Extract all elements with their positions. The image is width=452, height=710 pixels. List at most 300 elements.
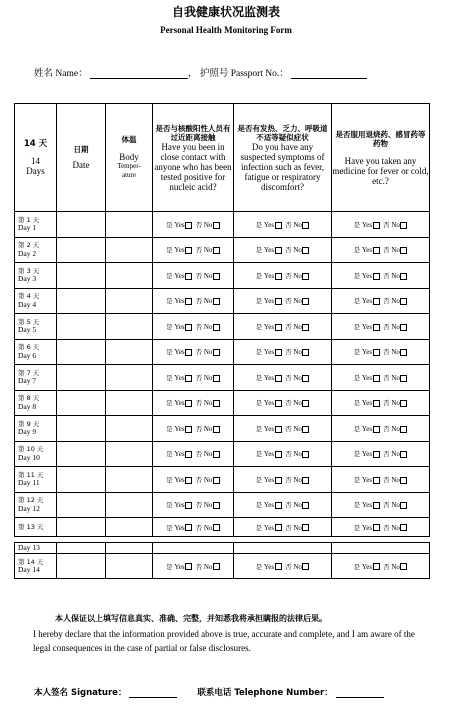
yes-label-cn: 是 xyxy=(353,475,361,484)
day-label: 第 8 天 Day 8 xyxy=(15,390,57,416)
table-row xyxy=(15,441,430,467)
yes-checkbox[interactable] xyxy=(373,222,380,229)
no-checkbox[interactable] xyxy=(302,324,309,331)
no-label-cn: 否 xyxy=(285,501,292,510)
date-cell[interactable] xyxy=(57,314,106,340)
yes-checkbox[interactable] xyxy=(275,324,282,331)
yes-checkbox[interactable] xyxy=(373,349,380,356)
table-row xyxy=(15,518,430,537)
yes-label-cn: 是 xyxy=(353,297,361,306)
yes-checkbox[interactable] xyxy=(275,349,282,356)
yes-label-cn: 是 xyxy=(255,523,263,532)
yes-checkbox[interactable] xyxy=(185,324,192,331)
temperature-cell[interactable] xyxy=(106,212,153,238)
yes-label-cn: 是 xyxy=(353,399,361,408)
date-cell[interactable] xyxy=(57,263,106,289)
yes-label-en: Yes xyxy=(263,523,275,532)
no-checkbox[interactable] xyxy=(213,451,220,458)
yes-checkbox[interactable] xyxy=(275,524,282,531)
yes-label-cn: 是 xyxy=(166,373,173,382)
no-label-en: No xyxy=(203,297,213,306)
yes-checkbox[interactable] xyxy=(185,426,192,433)
no-label-cn: 否 xyxy=(383,475,390,484)
yes-checkbox[interactable] xyxy=(373,375,380,382)
symptoms-option xyxy=(234,492,332,518)
no-label-cn: 否 xyxy=(383,399,390,408)
no-checkbox[interactable] xyxy=(400,451,407,458)
no-checkbox[interactable] xyxy=(213,349,220,356)
no-label-en: No xyxy=(391,424,400,433)
yes-checkbox[interactable] xyxy=(185,375,192,382)
medicine-option xyxy=(332,263,430,289)
yes-label-en: Yes xyxy=(263,562,275,571)
yes-checkbox[interactable] xyxy=(275,477,282,484)
yes-checkbox[interactable] xyxy=(185,477,192,484)
symptoms-option xyxy=(234,339,332,365)
yes-checkbox[interactable] xyxy=(185,349,192,356)
no-label-en: No xyxy=(293,475,302,484)
no-label-en: No xyxy=(293,297,302,306)
symptoms-option xyxy=(234,554,332,579)
no-checkbox[interactable] xyxy=(302,563,309,570)
yes-checkbox[interactable] xyxy=(373,524,380,531)
yes-label-cn: 是 xyxy=(166,271,173,280)
yes-label-cn: 是 xyxy=(353,220,361,229)
no-label-en: No xyxy=(293,501,302,510)
no-label-en: No xyxy=(293,348,302,357)
yes-label-cn: 是 xyxy=(353,246,361,255)
no-label-en: No xyxy=(391,523,400,532)
yes-checkbox[interactable] xyxy=(275,451,282,458)
no-label-cn: 否 xyxy=(195,475,203,484)
passport-label-cn: 护照号 xyxy=(199,68,229,79)
no-checkbox[interactable] xyxy=(400,524,407,531)
declaration-english: I hereby declare that the information provided above is true, accurate and complete, and I am aware of the legal consequences in the case of partial or false disclosures. xyxy=(33,629,415,653)
date-cell[interactable] xyxy=(57,492,106,518)
no-label-cn: 否 xyxy=(195,424,203,433)
no-checkbox[interactable] xyxy=(213,222,220,229)
yes-label-cn: 是 xyxy=(353,373,361,382)
header-date: 日期 Date xyxy=(57,104,106,212)
yes-label-cn: 是 xyxy=(255,562,263,571)
yes-label-cn: 是 xyxy=(255,271,263,280)
medicine-option xyxy=(332,518,430,537)
no-checkbox[interactable] xyxy=(400,349,407,356)
yes-checkbox[interactable] xyxy=(275,247,282,254)
day-label: 第 5 天 Day 5 xyxy=(15,314,57,340)
yes-checkbox[interactable] xyxy=(373,400,380,407)
temperature-cell[interactable] xyxy=(106,441,153,467)
contact-option xyxy=(153,288,234,314)
yes-checkbox[interactable] xyxy=(185,222,192,229)
date-cell[interactable] xyxy=(57,467,106,493)
no-label-cn: 否 xyxy=(195,373,203,382)
no-label-en: No xyxy=(391,399,400,408)
yes-label-en: Yes xyxy=(361,475,373,484)
day-label: 第 3 天 Day 3 xyxy=(15,263,57,289)
medicine-option xyxy=(332,339,430,365)
no-label-en: No xyxy=(203,562,213,571)
yes-label-en: Yes xyxy=(361,399,373,408)
yes-label-cn: 是 xyxy=(166,399,173,408)
yes-label-cn: 是 xyxy=(353,450,361,459)
no-label-cn: 否 xyxy=(383,424,390,433)
no-checkbox[interactable] xyxy=(400,298,407,305)
no-checkbox[interactable] xyxy=(302,298,309,305)
yes-label-en: Yes xyxy=(174,348,185,357)
medicine-option xyxy=(332,441,430,467)
table-row xyxy=(15,492,430,518)
contact-option xyxy=(153,390,234,416)
no-label-en: No xyxy=(391,562,400,571)
yes-label-en: Yes xyxy=(263,297,275,306)
date-cell[interactable] xyxy=(57,416,106,442)
no-label-cn: 否 xyxy=(195,297,203,306)
no-label-en: No xyxy=(203,322,213,331)
no-checkbox[interactable] xyxy=(302,502,309,509)
medicine-option xyxy=(332,212,430,238)
yes-checkbox[interactable] xyxy=(185,563,192,570)
no-checkbox[interactable] xyxy=(302,375,309,382)
no-checkbox[interactable] xyxy=(213,247,220,254)
yes-label-cn: 是 xyxy=(255,220,263,229)
no-label-cn: 否 xyxy=(383,297,390,306)
yes-checkbox[interactable] xyxy=(275,298,282,305)
no-checkbox[interactable] xyxy=(213,400,220,407)
day-label: 第 1 天 Day 1 xyxy=(15,212,57,238)
yes-label-en: Yes xyxy=(174,246,185,255)
yes-checkbox[interactable] xyxy=(185,247,192,254)
no-checkbox[interactable] xyxy=(400,324,407,331)
no-label-en: No xyxy=(391,450,400,459)
no-label-cn: 否 xyxy=(285,322,292,331)
temperature-cell[interactable] xyxy=(106,339,153,365)
yes-label-en: Yes xyxy=(361,373,373,382)
no-label-cn: 否 xyxy=(383,562,390,571)
no-checkbox[interactable] xyxy=(400,400,407,407)
temperature-cell[interactable] xyxy=(106,416,153,442)
no-label-en: No xyxy=(203,348,213,357)
yes-checkbox[interactable] xyxy=(185,273,192,280)
yes-label-cn: 是 xyxy=(353,562,361,571)
no-label-en: No xyxy=(203,523,213,532)
no-label-en: No xyxy=(391,271,400,280)
no-label-cn: 否 xyxy=(285,246,292,255)
date-cell[interactable] xyxy=(57,390,106,416)
no-checkbox[interactable] xyxy=(400,222,407,229)
temperature-cell[interactable] xyxy=(106,237,153,263)
name-passport-line xyxy=(34,65,367,79)
no-label-en: No xyxy=(391,322,400,331)
yes-label-en: Yes xyxy=(263,220,275,229)
phone-blank-field[interactable] xyxy=(336,687,384,698)
date-cell[interactable] xyxy=(57,554,106,579)
no-label-cn: 否 xyxy=(195,348,203,357)
medicine-option xyxy=(332,390,430,416)
yes-checkbox[interactable] xyxy=(275,502,282,509)
yes-label-cn: 是 xyxy=(166,475,173,484)
yes-label-cn: 是 xyxy=(166,424,173,433)
no-label-en: No xyxy=(293,424,302,433)
form-title-chinese: 自我健康状况监测表 xyxy=(171,5,280,19)
day-rows xyxy=(15,212,430,579)
name-blank-field[interactable] xyxy=(90,68,188,79)
yes-label-cn: 是 xyxy=(353,271,361,280)
no-checkbox[interactable] xyxy=(302,273,309,280)
yes-checkbox[interactable] xyxy=(373,426,380,433)
date-cell[interactable] xyxy=(57,288,106,314)
no-label-en: No xyxy=(203,424,213,433)
no-checkbox[interactable] xyxy=(213,375,220,382)
day-label: 第 12 天 Day 12 xyxy=(15,492,57,518)
no-label-en: No xyxy=(391,348,400,357)
yes-checkbox[interactable] xyxy=(185,524,192,531)
no-label-cn: 否 xyxy=(285,450,292,459)
no-checkbox[interactable] xyxy=(302,222,309,229)
yes-label-cn: 是 xyxy=(255,450,263,459)
yes-label-en: Yes xyxy=(174,475,185,484)
header-close-contact: 是否与核酸阳性人员有过近距离接触 Have you been in close contact with anyone who has been tested positive for nucleic acid? xyxy=(153,104,234,212)
no-checkbox[interactable] xyxy=(400,273,407,280)
no-checkbox[interactable] xyxy=(213,324,220,331)
yes-checkbox[interactable] xyxy=(275,400,282,407)
no-checkbox[interactable] xyxy=(400,477,407,484)
yes-label-cn: 是 xyxy=(166,348,173,357)
yes-label-en: Yes xyxy=(263,424,275,433)
passport-label-en: Passport No.： xyxy=(230,69,289,79)
no-checkbox[interactable] xyxy=(213,298,220,305)
yes-label-en: Yes xyxy=(263,373,275,382)
no-label-en: No xyxy=(391,246,400,255)
day-label: 第 4 天 Day 4 xyxy=(15,288,57,314)
no-checkbox[interactable] xyxy=(302,451,309,458)
phone-label: 联系电话 Telephone Number： xyxy=(197,688,333,698)
yes-label-cn: 是 xyxy=(166,501,173,510)
header-symptoms: 是否有发热、乏力、呼吸道不适等疑似症状 Do you have any suspected symptoms of infection such as fever, fatigue or respiratory discomfort? xyxy=(234,104,332,212)
no-label-cn: 否 xyxy=(383,348,390,357)
yes-label-en: Yes xyxy=(174,220,185,229)
yes-checkbox[interactable] xyxy=(373,298,380,305)
no-checkbox[interactable] xyxy=(400,502,407,509)
yes-label-en: Yes xyxy=(174,450,185,459)
form-title-english: Personal Health Monitoring Form xyxy=(160,25,292,35)
yes-label-en: Yes xyxy=(263,271,275,280)
temperature-cell[interactable] xyxy=(106,492,153,518)
name-separator: ， xyxy=(187,68,198,79)
no-label-cn: 否 xyxy=(285,271,292,280)
no-checkbox[interactable] xyxy=(400,563,407,570)
no-label-en: No xyxy=(293,246,302,255)
no-label-en: No xyxy=(293,220,302,229)
no-label-en: No xyxy=(203,475,213,484)
yes-label-en: Yes xyxy=(263,450,275,459)
table-row xyxy=(15,365,430,391)
no-label-en: No xyxy=(203,399,213,408)
no-checkbox[interactable] xyxy=(302,349,309,356)
signature-blank-field[interactable] xyxy=(129,687,177,698)
no-checkbox[interactable] xyxy=(213,524,220,531)
temperature-cell[interactable] xyxy=(106,518,153,537)
yes-checkbox[interactable] xyxy=(275,375,282,382)
yes-checkbox[interactable] xyxy=(185,400,192,407)
day-label: 第 14 天 Day 14 xyxy=(15,554,57,579)
yes-label-cn: 是 xyxy=(255,348,263,357)
no-label-cn: 否 xyxy=(383,501,390,510)
medicine-option xyxy=(332,237,430,263)
yes-label-cn: 是 xyxy=(353,523,361,532)
table-row xyxy=(15,339,430,365)
table-row xyxy=(15,212,430,238)
yes-checkbox[interactable] xyxy=(373,451,380,458)
no-checkbox[interactable] xyxy=(302,524,309,531)
yes-label-en: Yes xyxy=(361,562,373,571)
no-label-cn: 否 xyxy=(285,562,292,571)
yes-label-en: Yes xyxy=(361,297,373,306)
temperature-cell[interactable] xyxy=(106,288,153,314)
symptoms-option xyxy=(234,390,332,416)
yes-checkbox[interactable] xyxy=(373,502,380,509)
day-label: 第 2 天 Day 2 xyxy=(15,237,57,263)
no-label-cn: 否 xyxy=(195,501,203,510)
yes-checkbox[interactable] xyxy=(185,502,192,509)
no-checkbox[interactable] xyxy=(302,477,309,484)
contact-option xyxy=(153,518,234,537)
temperature-cell[interactable] xyxy=(106,314,153,340)
no-label-cn: 否 xyxy=(195,562,203,571)
yes-label-en: Yes xyxy=(361,523,373,532)
yes-checkbox[interactable] xyxy=(185,451,192,458)
yes-label-en: Yes xyxy=(174,271,185,280)
no-checkbox[interactable] xyxy=(213,563,220,570)
temperature-cell[interactable] xyxy=(106,554,153,579)
yes-label-en: Yes xyxy=(361,348,373,357)
yes-checkbox[interactable] xyxy=(185,298,192,305)
no-label-en: No xyxy=(293,523,302,532)
no-checkbox[interactable] xyxy=(302,426,309,433)
yes-label-en: Yes xyxy=(263,501,275,510)
symptoms-option xyxy=(234,467,332,493)
name-label-cn: 姓名 xyxy=(34,68,54,79)
no-label-en: No xyxy=(203,220,213,229)
medicine-option xyxy=(332,365,430,391)
no-checkbox[interactable] xyxy=(213,273,220,280)
no-label-en: No xyxy=(203,271,213,280)
date-cell[interactable] xyxy=(57,518,106,537)
no-label-cn: 否 xyxy=(383,271,390,280)
yes-checkbox[interactable] xyxy=(373,324,380,331)
yes-label-en: Yes xyxy=(174,424,185,433)
no-label-cn: 否 xyxy=(285,399,292,408)
yes-checkbox[interactable] xyxy=(275,563,282,570)
yes-checkbox[interactable] xyxy=(373,247,380,254)
yes-label-cn: 是 xyxy=(353,501,361,510)
yes-label-cn: 是 xyxy=(255,373,263,382)
yes-label-cn: 是 xyxy=(255,475,263,484)
temperature-cell[interactable] xyxy=(106,263,153,289)
yes-label-en: Yes xyxy=(174,501,185,510)
yes-checkbox[interactable] xyxy=(275,222,282,229)
yes-label-en: Yes xyxy=(263,246,275,255)
yes-label-en: Yes xyxy=(174,373,185,382)
date-cell[interactable] xyxy=(57,212,106,238)
temperature-cell[interactable] xyxy=(106,365,153,391)
yes-label-en: Yes xyxy=(361,501,373,510)
yes-label-en: Yes xyxy=(174,322,185,331)
no-checkbox[interactable] xyxy=(400,247,407,254)
no-label-cn: 否 xyxy=(383,322,390,331)
medicine-option xyxy=(332,288,430,314)
yes-label-en: Yes xyxy=(263,348,275,357)
yes-label-cn: 是 xyxy=(255,424,263,433)
yes-checkbox[interactable] xyxy=(373,563,380,570)
temperature-cell[interactable] xyxy=(106,390,153,416)
no-checkbox[interactable] xyxy=(400,375,407,382)
no-label-en: No xyxy=(391,501,400,510)
no-label-cn: 否 xyxy=(195,322,203,331)
no-label-cn: 否 xyxy=(285,424,292,433)
day-label: 第 7 天 Day 7 xyxy=(15,365,57,391)
contact-option xyxy=(153,314,234,340)
symptoms-option xyxy=(234,263,332,289)
table-row xyxy=(15,554,430,579)
no-checkbox[interactable] xyxy=(213,477,220,484)
table-row xyxy=(15,314,430,340)
yes-checkbox[interactable] xyxy=(373,477,380,484)
no-checkbox[interactable] xyxy=(213,502,220,509)
date-cell[interactable] xyxy=(57,339,106,365)
yes-label-en: Yes xyxy=(174,523,185,532)
yes-checkbox[interactable] xyxy=(275,273,282,280)
yes-label-en: Yes xyxy=(361,246,373,255)
table-row xyxy=(15,416,430,442)
yes-label-cn: 是 xyxy=(255,501,263,510)
yes-label-cn: 是 xyxy=(255,297,263,306)
no-checkbox[interactable] xyxy=(302,247,309,254)
no-checkbox[interactable] xyxy=(302,400,309,407)
no-label-cn: 否 xyxy=(195,450,203,459)
contact-option xyxy=(153,441,234,467)
date-cell[interactable] xyxy=(57,237,106,263)
medicine-option xyxy=(332,416,430,442)
no-checkbox[interactable] xyxy=(213,426,220,433)
contact-option xyxy=(153,554,234,579)
yes-label-en: Yes xyxy=(361,220,373,229)
signature-label: 本人签名 Signature： xyxy=(34,688,127,698)
date-cell[interactable] xyxy=(57,441,106,467)
no-label-en: No xyxy=(203,373,213,382)
yes-label-cn: 是 xyxy=(166,450,173,459)
yes-checkbox[interactable] xyxy=(373,273,380,280)
day-label: 第 11 天 Day 11 xyxy=(15,467,57,493)
contact-option xyxy=(153,365,234,391)
no-label-en: No xyxy=(203,246,213,255)
no-label-cn: 否 xyxy=(195,523,203,532)
no-checkbox[interactable] xyxy=(400,426,407,433)
yes-checkbox[interactable] xyxy=(275,426,282,433)
passport-blank-field[interactable] xyxy=(291,68,367,79)
date-cell[interactable] xyxy=(57,365,106,391)
symptoms-option xyxy=(234,212,332,238)
temperature-cell[interactable] xyxy=(106,467,153,493)
yes-label-en: Yes xyxy=(361,322,373,331)
yes-label-en: Yes xyxy=(263,399,275,408)
contact-option xyxy=(153,212,234,238)
table-row xyxy=(15,263,430,289)
no-label-en: No xyxy=(293,399,302,408)
no-label-cn: 否 xyxy=(383,523,390,532)
no-label-en: No xyxy=(293,450,302,459)
monitoring-table xyxy=(14,103,430,579)
